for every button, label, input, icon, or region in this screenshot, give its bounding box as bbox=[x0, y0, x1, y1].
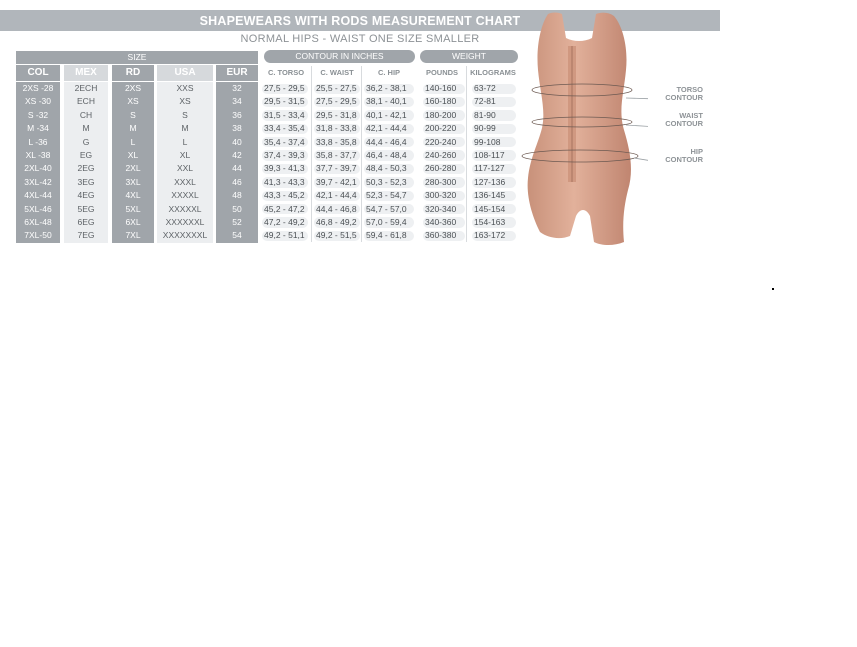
mex-cell: EG bbox=[79, 149, 93, 160]
hip-value: 42,1 - 44,4 bbox=[366, 123, 407, 134]
eur-cell: 38 bbox=[232, 123, 242, 134]
mex-cell: M bbox=[82, 123, 90, 134]
torso-value: 43,3 - 45,2 bbox=[264, 190, 305, 201]
usa-cell: XXXXXXL bbox=[165, 216, 205, 227]
col-cell: XL -38 bbox=[25, 149, 51, 160]
hip-contour-label bbox=[650, 148, 703, 164]
waist-value: 39,7 - 42,1 bbox=[316, 176, 357, 187]
col-cell: 2XS -28 bbox=[22, 83, 54, 93]
divider bbox=[466, 66, 467, 242]
rd-header: RD bbox=[112, 65, 154, 81]
col-cell: S -32 bbox=[27, 109, 49, 120]
hip-cell bbox=[364, 216, 416, 229]
rd-cell: XL bbox=[127, 149, 139, 160]
waist-value: 44,4 - 46,8 bbox=[316, 203, 357, 214]
rd-cell: XS bbox=[127, 96, 139, 107]
kilograms-value: 163-172 bbox=[474, 230, 506, 241]
hip-cell bbox=[364, 189, 416, 202]
torso-cell bbox=[262, 216, 310, 229]
kilograms-value: 90-99 bbox=[474, 123, 496, 134]
pounds-value: 280-300 bbox=[425, 176, 457, 187]
chart-subtitle: NORMAL HIPS - WAIST ONE SIZE SMALLER bbox=[240, 33, 480, 45]
usa-cell: XXXXXL bbox=[168, 203, 202, 214]
torso-cell bbox=[262, 229, 310, 242]
waist-value: 33,8 - 35,8 bbox=[316, 136, 357, 147]
eur-cell: 32 bbox=[232, 83, 242, 93]
col-cell: 7XL-50 bbox=[24, 230, 52, 241]
hip-cell bbox=[364, 136, 416, 149]
mex-cell: ECH bbox=[77, 96, 95, 107]
waist-value: 35,8 - 37,7 bbox=[316, 149, 357, 160]
kilograms-value: 63-72 bbox=[474, 83, 496, 93]
stray-dot bbox=[772, 288, 774, 290]
waist-cell bbox=[314, 216, 362, 229]
col-cell: L -36 bbox=[28, 136, 48, 147]
waist-cell bbox=[314, 149, 362, 162]
rd-cell: S bbox=[130, 109, 136, 120]
torso-cell bbox=[262, 176, 310, 189]
col-header: COL bbox=[16, 65, 60, 81]
contour-group-header: CONTOUR IN INCHES bbox=[264, 50, 415, 63]
hip-column bbox=[364, 82, 416, 243]
waist-cell bbox=[314, 122, 362, 135]
hip-value: 50,3 - 52,3 bbox=[366, 176, 407, 187]
usa-cell: XXL bbox=[176, 163, 194, 174]
pounds-cell bbox=[423, 229, 467, 242]
waist-cell bbox=[314, 203, 362, 216]
pounds-cell bbox=[423, 149, 467, 162]
waist-cell bbox=[314, 82, 362, 95]
waist-value: 37,7 - 39,7 bbox=[316, 163, 357, 174]
eur-cell: 54 bbox=[232, 230, 242, 241]
waist-cell bbox=[314, 136, 362, 149]
hip-value: 52,3 - 54,7 bbox=[366, 190, 407, 201]
kilograms-cell bbox=[472, 109, 518, 122]
eur-cell: 40 bbox=[232, 136, 242, 147]
usa-cell: XS bbox=[179, 96, 191, 107]
waist-cell bbox=[314, 109, 362, 122]
hip-value: 59,4 - 61,8 bbox=[366, 230, 407, 241]
torso-cell bbox=[262, 109, 310, 122]
pounds-column bbox=[423, 82, 467, 243]
waist-cell bbox=[314, 189, 362, 202]
torso-pointer bbox=[626, 98, 648, 99]
kilograms-cell bbox=[472, 176, 518, 189]
mex-cell: 4EG bbox=[77, 190, 95, 201]
pounds-value: 140-160 bbox=[425, 83, 457, 93]
eur-header: EUR bbox=[216, 65, 258, 81]
torso-cell bbox=[262, 149, 310, 162]
kilograms-value: 108-117 bbox=[474, 149, 505, 160]
kilograms-value: 72-81 bbox=[474, 96, 496, 107]
torso-label-line1: TORSO bbox=[676, 85, 703, 94]
pounds-cell bbox=[423, 203, 467, 216]
eur-cell: 52 bbox=[232, 216, 242, 227]
mex-cell: 5EG bbox=[77, 203, 95, 214]
usa-cell: M bbox=[181, 123, 189, 134]
col-cell: 3XL-42 bbox=[24, 176, 52, 187]
torso-value: 39,3 - 41,3 bbox=[264, 163, 305, 174]
mex-cell: 6EG bbox=[77, 216, 95, 227]
kilograms-cell bbox=[472, 189, 518, 202]
pounds-value: 360-380 bbox=[425, 230, 457, 241]
hip-value: 44,4 - 46,4 bbox=[366, 136, 407, 147]
waist-column bbox=[314, 82, 362, 243]
mex-cell: CH bbox=[79, 109, 93, 120]
pounds-value: 340-360 bbox=[425, 216, 457, 227]
col-cell: 2XL-40 bbox=[24, 163, 52, 174]
kilograms-cell bbox=[472, 136, 518, 149]
rd-cell: L bbox=[130, 136, 136, 147]
chart-title: SHAPEWEARS WITH RODS MEASUREMENT CHART bbox=[199, 14, 521, 28]
torso-contour-label bbox=[650, 86, 703, 102]
mex-column bbox=[64, 82, 108, 243]
torso-value: 33,4 - 35,4 bbox=[264, 123, 305, 134]
kilograms-value: 145-154 bbox=[474, 203, 506, 214]
pounds-value: 240-260 bbox=[425, 149, 457, 160]
torso-cell bbox=[262, 203, 310, 216]
pounds-cell bbox=[423, 82, 467, 95]
mex-cell: 7EG bbox=[77, 230, 95, 241]
torso-value: 41,3 - 43,3 bbox=[264, 176, 305, 187]
waist-cell bbox=[314, 176, 362, 189]
rd-cell: 3XL bbox=[125, 176, 141, 187]
kilograms-value: 136-145 bbox=[474, 190, 506, 201]
mex-cell: 2EG bbox=[77, 163, 95, 174]
hip-value: 57,0 - 59,4 bbox=[366, 216, 407, 227]
torso-cell bbox=[262, 95, 310, 108]
hip-pointer bbox=[634, 158, 648, 162]
torso-cell bbox=[262, 82, 310, 95]
col-cell: 5XL-46 bbox=[24, 203, 52, 214]
kilograms-cell bbox=[472, 162, 518, 175]
pounds-cell bbox=[423, 189, 467, 202]
divider bbox=[361, 66, 362, 242]
rd-cell: 7XL bbox=[125, 230, 141, 241]
kilograms-cell bbox=[472, 203, 518, 216]
rd-cell: 4XL bbox=[125, 190, 141, 201]
waist-value: 27,5 - 29,5 bbox=[316, 96, 357, 107]
torso-cell bbox=[262, 136, 310, 149]
hip-value: 38,1 - 40,1 bbox=[366, 96, 407, 107]
hip-value: 54,7 - 57,0 bbox=[366, 203, 407, 214]
torso-value: 35,4 - 37,4 bbox=[264, 136, 305, 147]
torso-value: 37,4 - 39,3 bbox=[264, 149, 305, 160]
pounds-value: 220-240 bbox=[425, 136, 457, 147]
waist-label-line2: CONTOUR bbox=[665, 119, 703, 128]
pounds-value: 180-200 bbox=[425, 109, 457, 120]
col-cell: XS -30 bbox=[25, 96, 51, 107]
kilograms-cell bbox=[472, 229, 518, 242]
torso-cell bbox=[262, 162, 310, 175]
hip-cell bbox=[364, 122, 416, 135]
torso-value: 27,5 - 29,5 bbox=[264, 83, 305, 93]
rd-cell: 5XL bbox=[125, 203, 141, 214]
waist-contour-label bbox=[650, 112, 703, 128]
eur-cell: 48 bbox=[232, 190, 242, 201]
eur-cell: 34 bbox=[232, 96, 242, 107]
mex-cell: 2ECH bbox=[74, 83, 98, 93]
kilograms-column bbox=[472, 82, 518, 243]
torso-value: 49,2 - 51,1 bbox=[264, 230, 305, 241]
eur-cell: 42 bbox=[232, 149, 242, 160]
hip-cell bbox=[364, 95, 416, 108]
waist-cell bbox=[314, 162, 362, 175]
rd-cell: M bbox=[129, 123, 137, 134]
hip-label-line1: HIP bbox=[690, 147, 703, 156]
col-column bbox=[16, 82, 60, 243]
hip-header: C. HIP bbox=[377, 68, 401, 77]
usa-cell: S bbox=[182, 109, 188, 120]
pounds-cell bbox=[423, 162, 467, 175]
torso-value: 29,5 - 31,5 bbox=[264, 96, 305, 107]
waist-value: 46,8 - 49,2 bbox=[316, 216, 357, 227]
hip-value: 46,4 - 48,4 bbox=[366, 149, 407, 160]
torso-value: 47,2 - 49,2 bbox=[264, 216, 305, 227]
torso-value: 45,2 - 47,2 bbox=[264, 203, 305, 214]
usa-cell: XXS bbox=[176, 83, 194, 93]
kilograms-cell bbox=[472, 122, 518, 135]
waist-header: C. WAIST bbox=[320, 68, 354, 77]
col-cell: 6XL-48 bbox=[24, 216, 52, 227]
eur-cell: 36 bbox=[232, 109, 242, 120]
waist-cell bbox=[314, 95, 362, 108]
waist-label-line1: WAIST bbox=[679, 111, 703, 120]
eur-cell: 44 bbox=[232, 163, 242, 174]
usa-header: USA bbox=[157, 65, 213, 81]
kilograms-value: 81-90 bbox=[474, 109, 496, 120]
kilograms-cell bbox=[472, 82, 518, 95]
torso-cell bbox=[262, 189, 310, 202]
pounds-header: POUNDS bbox=[425, 68, 459, 77]
weight-group-header: WEIGHT bbox=[420, 50, 518, 63]
torso-cell bbox=[262, 122, 310, 135]
torso-header: C. TORSO bbox=[267, 68, 305, 77]
waist-value: 42,1 - 44,4 bbox=[316, 190, 357, 201]
size-group-header: SIZE bbox=[16, 51, 258, 64]
pounds-value: 260-280 bbox=[425, 163, 457, 174]
waist-pointer bbox=[626, 125, 648, 127]
kilograms-cell bbox=[472, 95, 518, 108]
hip-value: 48,4 - 50,3 bbox=[366, 163, 407, 174]
waist-value: 31,8 - 33,8 bbox=[316, 123, 357, 134]
rd-cell: 2XL bbox=[125, 163, 141, 174]
torso-value: 31,5 - 33,4 bbox=[264, 109, 305, 120]
hip-cell bbox=[364, 82, 416, 95]
eur-column bbox=[216, 82, 258, 243]
mex-cell: G bbox=[82, 136, 90, 147]
kilograms-value: 117-127 bbox=[474, 163, 505, 174]
waist-value: 25,5 - 27,5 bbox=[316, 83, 357, 93]
usa-cell: XXXXL bbox=[171, 190, 199, 201]
eur-cell: 46 bbox=[232, 176, 242, 187]
shapewear-body bbox=[528, 13, 631, 246]
usa-cell: XXXXXXXL bbox=[162, 230, 208, 241]
kilograms-value: 99-108 bbox=[474, 136, 501, 147]
pounds-cell bbox=[423, 136, 467, 149]
pounds-cell bbox=[423, 109, 467, 122]
col-cell: M -34 bbox=[27, 123, 49, 134]
usa-cell: L bbox=[182, 136, 188, 147]
pounds-value: 200-220 bbox=[425, 123, 457, 134]
pounds-cell bbox=[423, 95, 467, 108]
waist-value: 29,5 - 31,8 bbox=[316, 109, 357, 120]
kilograms-cell bbox=[472, 216, 518, 229]
rd-cell: 2XS bbox=[124, 83, 142, 93]
torso-label-line2: CONTOUR bbox=[665, 93, 703, 102]
hip-cell bbox=[364, 203, 416, 216]
rd-cell: 6XL bbox=[125, 216, 141, 227]
hip-value: 40,1 - 42,1 bbox=[366, 109, 407, 120]
hip-label-line2: CONTOUR bbox=[665, 155, 703, 164]
col-cell: 4XL-44 bbox=[24, 190, 52, 201]
shapewear-figure-image bbox=[518, 10, 648, 248]
pounds-cell bbox=[423, 216, 467, 229]
waist-cell bbox=[314, 229, 362, 242]
kilograms-cell bbox=[472, 149, 518, 162]
mex-cell: 3EG bbox=[77, 176, 95, 187]
hip-cell bbox=[364, 109, 416, 122]
mex-header: MEX bbox=[64, 65, 108, 81]
kilograms-value: 154-163 bbox=[474, 216, 506, 227]
eur-cell: 50 bbox=[232, 203, 242, 214]
usa-cell: XL bbox=[179, 149, 191, 160]
pounds-value: 320-340 bbox=[425, 203, 457, 214]
kilograms-value: 127-136 bbox=[474, 176, 506, 187]
usa-cell: XXXL bbox=[174, 176, 196, 187]
divider bbox=[311, 66, 312, 242]
waist-value: 49,2 - 51,5 bbox=[316, 230, 357, 241]
pounds-value: 300-320 bbox=[425, 190, 457, 201]
hip-cell bbox=[364, 229, 416, 242]
pounds-cell bbox=[423, 176, 467, 189]
rd-column bbox=[112, 82, 154, 243]
usa-column bbox=[157, 82, 213, 243]
pounds-cell bbox=[423, 122, 467, 135]
hip-cell bbox=[364, 149, 416, 162]
pounds-value: 160-180 bbox=[425, 96, 457, 107]
kilograms-header: KILOGRAMS bbox=[470, 68, 516, 77]
torso-column bbox=[262, 82, 310, 243]
hip-cell bbox=[364, 176, 416, 189]
hip-value: 36,2 - 38,1 bbox=[366, 83, 407, 93]
hip-cell bbox=[364, 162, 416, 175]
